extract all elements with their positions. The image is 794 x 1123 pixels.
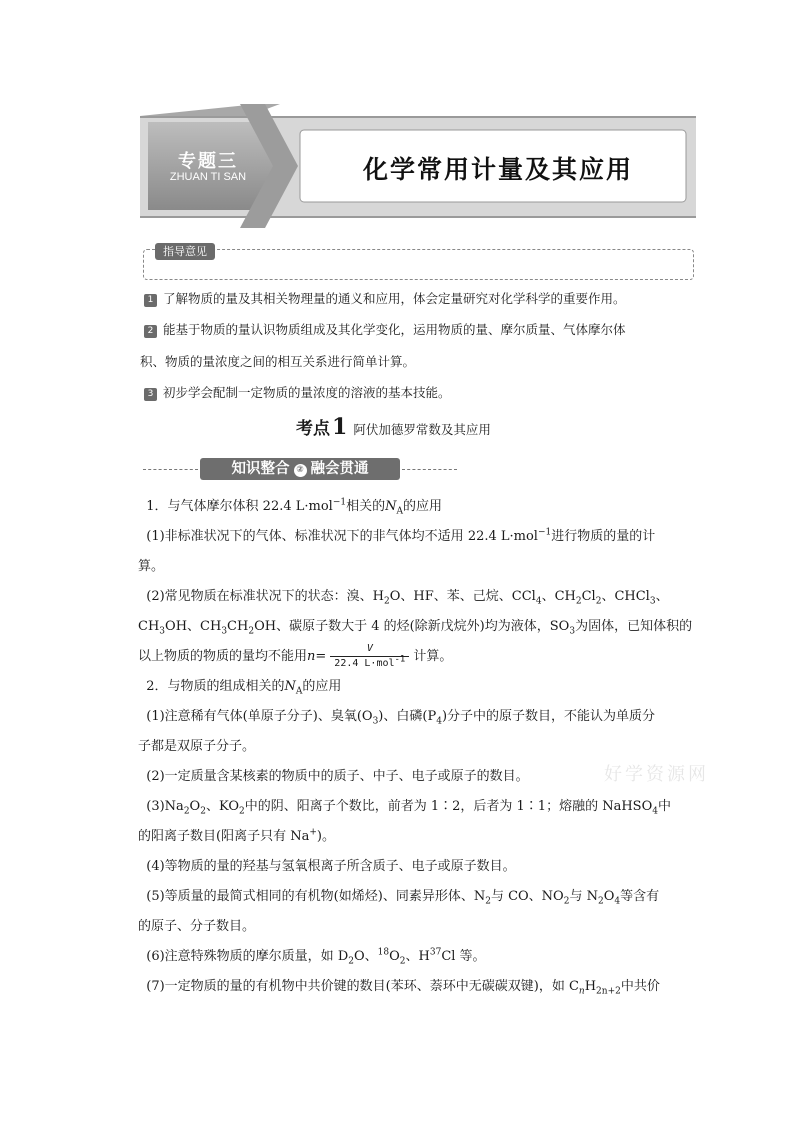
paragraph-q3: $(3)Na_2O_2$、$KO_2$中的阴、阳离子个数比，前者为 1∶2，后者为 1∶1；熔融的 NaHSO$_4$中 的阳离子数目(阳离子只有 Na+)。: [138, 799, 671, 844]
guidance-text: 了解物质的量及其相关物理量的通义和应用，体会定量研究对化学科学的重要作用。: [163, 291, 626, 306]
paragraph-1: (1)非标准状况下的气体、标准状况下的非气体均不适用 22.4 L·mol$^{-1}$进行物质的量的计 算。: [138, 527, 656, 574]
guidance-box: [143, 249, 694, 280]
section-banner: [200, 458, 400, 480]
number-badge: 3: [144, 388, 157, 401]
exam-point-number: 1: [332, 414, 348, 440]
exam-point-desc: 阿伏加德罗常数及其应用: [353, 422, 491, 437]
page-title: 化学常用计量及其应用: [362, 155, 633, 184]
exam-point-label: 考点: [296, 419, 330, 439]
section-right-text: 融会贯通: [310, 461, 369, 477]
fraction: $\frac{V}{22.4 L\cdot mol^{-1}}$: [330, 642, 409, 671]
section-circle: ②: [294, 464, 307, 477]
body-text: [138, 492, 698, 1002]
guidance-text: 初步学会配制一定物质的量浓度的溶液的基本技能。: [163, 385, 451, 400]
guidance-text-cont: 积、物质的量浓度之间的相互关系进行简单计算。: [140, 354, 416, 369]
number-badge: 1: [144, 294, 157, 307]
section-left-text: 知识整合: [231, 461, 290, 477]
heading-1: 1．与气体摩尔体积 22.4 L·mol$^{-1}$相关的$N_A$的应用: [146, 497, 443, 517]
guidance-tag: 指导意见: [155, 243, 215, 260]
section-divider-left: [143, 469, 198, 470]
guidance-item-2: [140, 314, 700, 378]
guidance-item-1: [140, 283, 700, 315]
watermark: 好学资源网: [604, 764, 709, 785]
paragraph-2: (2)常见物质在标准状况下的状态：溴、$H_2O$、HF、苯、己烷、CCl$_4$、$CH_2Cl_2$、CHCl$_3$、 $CH_3OH$、$CH_3CH_2OH$、碳原子数大于 4 的烃(除新戊烷外)均为液体，$SO_3$为固体，已知体积的 以上物质的物质的量均不能用n= $\frac{V}{22.4 L\cdot mol^{-1}}$ 计算。: [138, 589, 693, 669]
paragraph-q2: (2)一定质量含某核素的物质中的质子、中子、电子或原子的数目。: [146, 769, 529, 784]
paragraph-q7: (7)一定物质的量的有机物中共价键的数目(苯环、萘环中无碳碳双键)，如 $C_nH_{2n+2}$中共价: [146, 979, 660, 997]
paragraph-q1: (1)注意稀有气体(单原子分子)、臭氧$(O_3)$、白磷$(P_4)$分子中的原子数目，不能认为单质分 子都是双原子分子。: [138, 709, 656, 754]
topic-pinyin: ZHUAN TI SAN: [169, 171, 247, 183]
number-badge: 2: [144, 325, 157, 338]
heading-2: 2．与物质的组成相关的$N_A$的应用: [146, 679, 342, 697]
guidance-item-3: [140, 377, 700, 409]
guidance-text: 能基于物质的量认识物质组成及其化学变化，运用物质的量、摩尔质量、气体摩尔体: [163, 322, 626, 337]
exam-point-heading: [296, 414, 491, 440]
paragraph-q4: (4)等物质的量的羟基与氢氧根离子所含质子、电子或原子数目。: [146, 859, 516, 874]
topic-title: 专题三: [178, 151, 238, 172]
paragraph-q5: (5)等质量的最简式相同的有机物(如烯烃)、同素异形体、$N_2$与 CO、$NO_2$与 $N_2O_4$等含有 的原子、分子数目。: [138, 889, 660, 934]
section-divider-right: [402, 469, 457, 470]
paragraph-q6: (6)注意特殊物质的摩尔质量，如 $D_2O$、$^{18}O_2$、$H^{37}Cl$ 等。: [146, 947, 486, 967]
